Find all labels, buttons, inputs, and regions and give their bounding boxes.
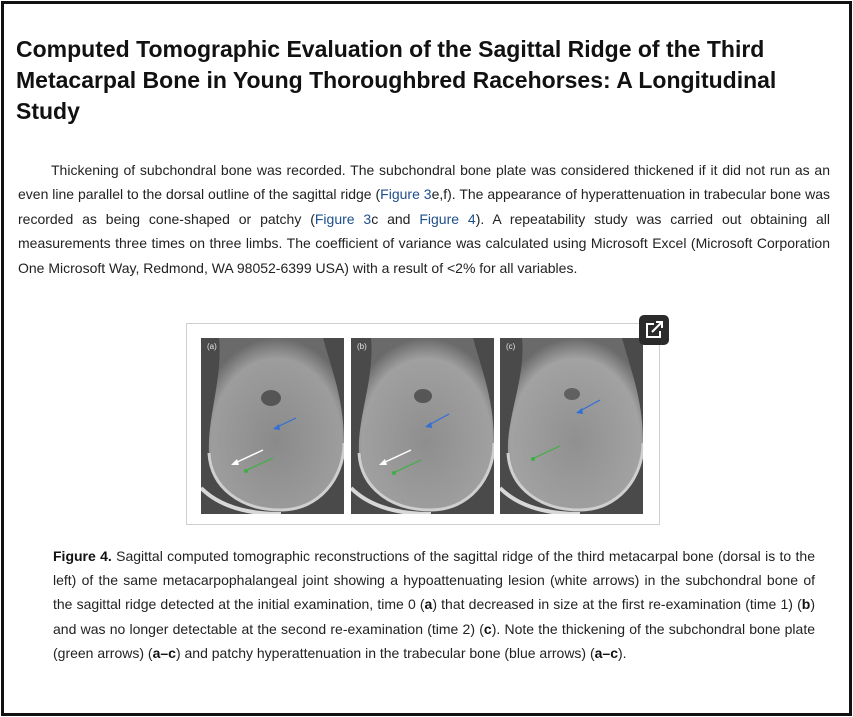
- panel-label-c: (c): [506, 342, 516, 351]
- figure-caption: [53, 544, 815, 665]
- expand-figure-button[interactable]: [639, 315, 669, 345]
- ct-scan-b-image: [351, 338, 494, 514]
- paragraph-text: c and: [371, 210, 420, 227]
- figure-3-link[interactable]: Figure 3: [314, 210, 372, 227]
- ct-scan-c-image: [500, 338, 643, 514]
- ct-panel-b: [351, 338, 494, 514]
- body-paragraph: [18, 158, 830, 280]
- panel-label-b: (b): [357, 342, 367, 351]
- caption-label: Figure 4.: [53, 548, 112, 564]
- caption-text: ) and was no longer detectable at the second re-examination (time 2) (: [53, 596, 815, 637]
- caption-text: ).: [618, 644, 627, 661]
- ct-panel-a: [201, 338, 344, 514]
- caption-panel-ref: a–c: [594, 644, 618, 661]
- figure-4-link[interactable]: Figure 4: [419, 210, 476, 227]
- ct-scan-a-image: [201, 338, 344, 514]
- figure-3-link[interactable]: Figure 3: [380, 186, 432, 203]
- caption-text: Sagittal computed tomographic reconstructions of the sagittal ridge of the third metacarpal bone (dorsal is to the left) of the same metacarpophalangeal joint showing a hypoattenuating lesion (white arrows) in the subchondral bone of the sagittal ridge detected at the initial examination, time 0 (: [53, 548, 815, 613]
- panel-label-a: (a): [207, 342, 217, 351]
- caption-panel-ref: c: [483, 620, 492, 637]
- article-title: Computed Tomographic Evaluation of the Sagittal Ridge of the Third Metacarpal Bone in Young Thoroughbred Racehorses: A Longitudinal Study: [16, 36, 777, 124]
- ct-panel-c: [500, 338, 643, 514]
- caption-text: ) that decreased in size at the first re-examination (time 1) (: [432, 596, 802, 613]
- caption-panel-ref: a–c: [152, 644, 176, 661]
- caption-panel-ref: b: [801, 596, 811, 613]
- paragraph-text: Thickening of subchondral bone was recorded. The subchondral bone plate was considered thickened if it did not run as an even line parallel to the dorsal outline of the sagittal ridge (: [18, 162, 830, 203]
- caption-panel-ref: a: [424, 596, 433, 613]
- figure-image[interactable]: [186, 323, 660, 525]
- caption-text: ) and patchy hyperattenuation in the trabecular bone (blue arrows) (: [175, 644, 595, 661]
- paragraph-text: ). A repeatability study was carried out obtaining all measurements three times on three limbs. The coefficient of variance was calculated using Microsoft Excel (Microsoft Corporation One Microsoft Way, Redmond, WA 98052-6399 USA) with a result of <2% for all variables.: [18, 210, 831, 276]
- paragraph-text: e,f). The appearance of hyperattenuation in trabecular bone was recorded as being cone-shaped or patchy (: [18, 186, 830, 227]
- expand-icon: [639, 315, 669, 345]
- caption-text: ). Note the thickening of the subchondral bone plate (green arrows) (: [53, 620, 815, 661]
